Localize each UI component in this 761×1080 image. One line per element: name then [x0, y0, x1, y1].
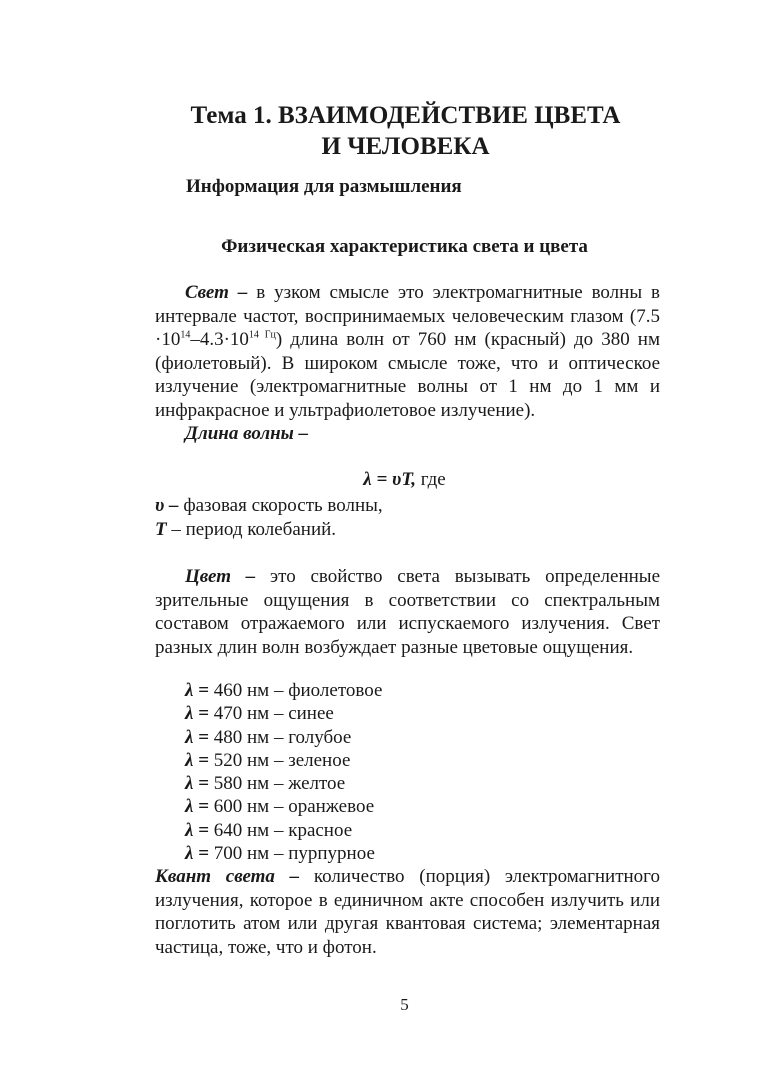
term-quantum: Квант света –: [155, 866, 300, 887]
list-item: [185, 772, 382, 795]
list-item-text: 640 нм – красное: [209, 819, 353, 841]
list-item: [185, 842, 382, 865]
list-item: [185, 795, 382, 818]
list-item: [185, 726, 382, 749]
lambda-symbol: λ =: [185, 843, 210, 865]
subsection-heading: Физическая характеристика света и цвета: [221, 236, 588, 257]
list-item-text: 460 нм – фиолетовое: [209, 680, 383, 701]
formula-suffix: где: [415, 469, 446, 490]
list-item-text: 580 нм – желтое: [209, 773, 346, 795]
list-item: [185, 819, 382, 842]
light-text-2: ) длина волн от 760 нм (красный) до 380 нм (фиолетовый). В широком смысле тоже, что и оптическое излучение (электромагнитные волны от 1 нм до 1 мм и инфракрасное и ультрафиолетовое излучение).: [155, 329, 660, 421]
light-paragraph: [155, 281, 660, 446]
term-color: Цвет –: [185, 566, 256, 587]
color-text: это свойство света вызывать определенные зрительные ощущения в соответствии со спектральным составом отражаемого или испускаемого излучения. Свет разных длин волн возбуждает разные цветовые ощущения.: [155, 566, 661, 658]
def-period-symbol: T: [155, 518, 167, 540]
lambda-symbol: λ =: [185, 773, 210, 795]
wavelength-term-line: [155, 422, 660, 446]
wavelength-formula: [0, 469, 761, 491]
list-item: [185, 749, 382, 772]
page-number: 5: [400, 995, 409, 1014]
list-item-text: 600 нм – оранжевое: [209, 796, 375, 818]
light-exp-1: 14: [180, 329, 191, 341]
def-period: [155, 518, 383, 542]
formula: λ = υT,: [363, 469, 416, 490]
lambda-symbol: λ =: [185, 726, 210, 748]
light-text-1: в узком смысле это электромагнитные волны в интервале частот, воспринимаемых человеческим глазом (7.5 ·10: [155, 282, 660, 350]
page-title: [0, 100, 761, 162]
list-item: [185, 679, 382, 702]
list-item: [185, 702, 382, 725]
lambda-symbol: λ =: [185, 703, 210, 725]
title-line-2: И ЧЕЛОВЕКА: [321, 133, 490, 160]
def-velocity: [155, 494, 383, 518]
lambda-symbol: λ =: [185, 749, 210, 771]
def-velocity-symbol: υ –: [155, 495, 179, 516]
color-paragraph: [155, 565, 660, 659]
lambda-symbol: λ =: [185, 796, 210, 818]
list-item-text: 520 нм – зеленое: [209, 749, 351, 771]
term-wavelength: Длина волны –: [185, 423, 309, 444]
list-item-text: 470 нм – синее: [209, 703, 334, 725]
wavelength-list: [185, 679, 382, 865]
title-line-1: Тема 1. ВЗАИМОДЕЙСТВИЕ ЦВЕТА: [190, 102, 621, 129]
term-light: Свет –: [185, 282, 248, 303]
light-text-mid: –4.3·10: [190, 329, 249, 350]
lambda-symbol: λ =: [185, 819, 210, 841]
quantum-text: количество (порция) электромагнитного излучения, которое в единичном акте способен излучить или поглотить атом или другая квантовая система; элементарная частица, тоже, что и фотон.: [155, 866, 660, 958]
list-item-text: 480 нм – голубое: [209, 726, 352, 748]
formula-definitions: [155, 494, 383, 541]
list-item-text: 700 нм – пурпурное: [209, 843, 375, 865]
section-heading: Информация для размышления: [186, 176, 462, 197]
quantum-paragraph: [155, 865, 660, 959]
light-exp-2: 14 Гц: [248, 329, 276, 341]
def-velocity-text: фазовая скорость волны,: [178, 495, 383, 516]
lambda-symbol: λ =: [185, 680, 210, 701]
def-period-text: – период колебаний.: [166, 518, 337, 540]
